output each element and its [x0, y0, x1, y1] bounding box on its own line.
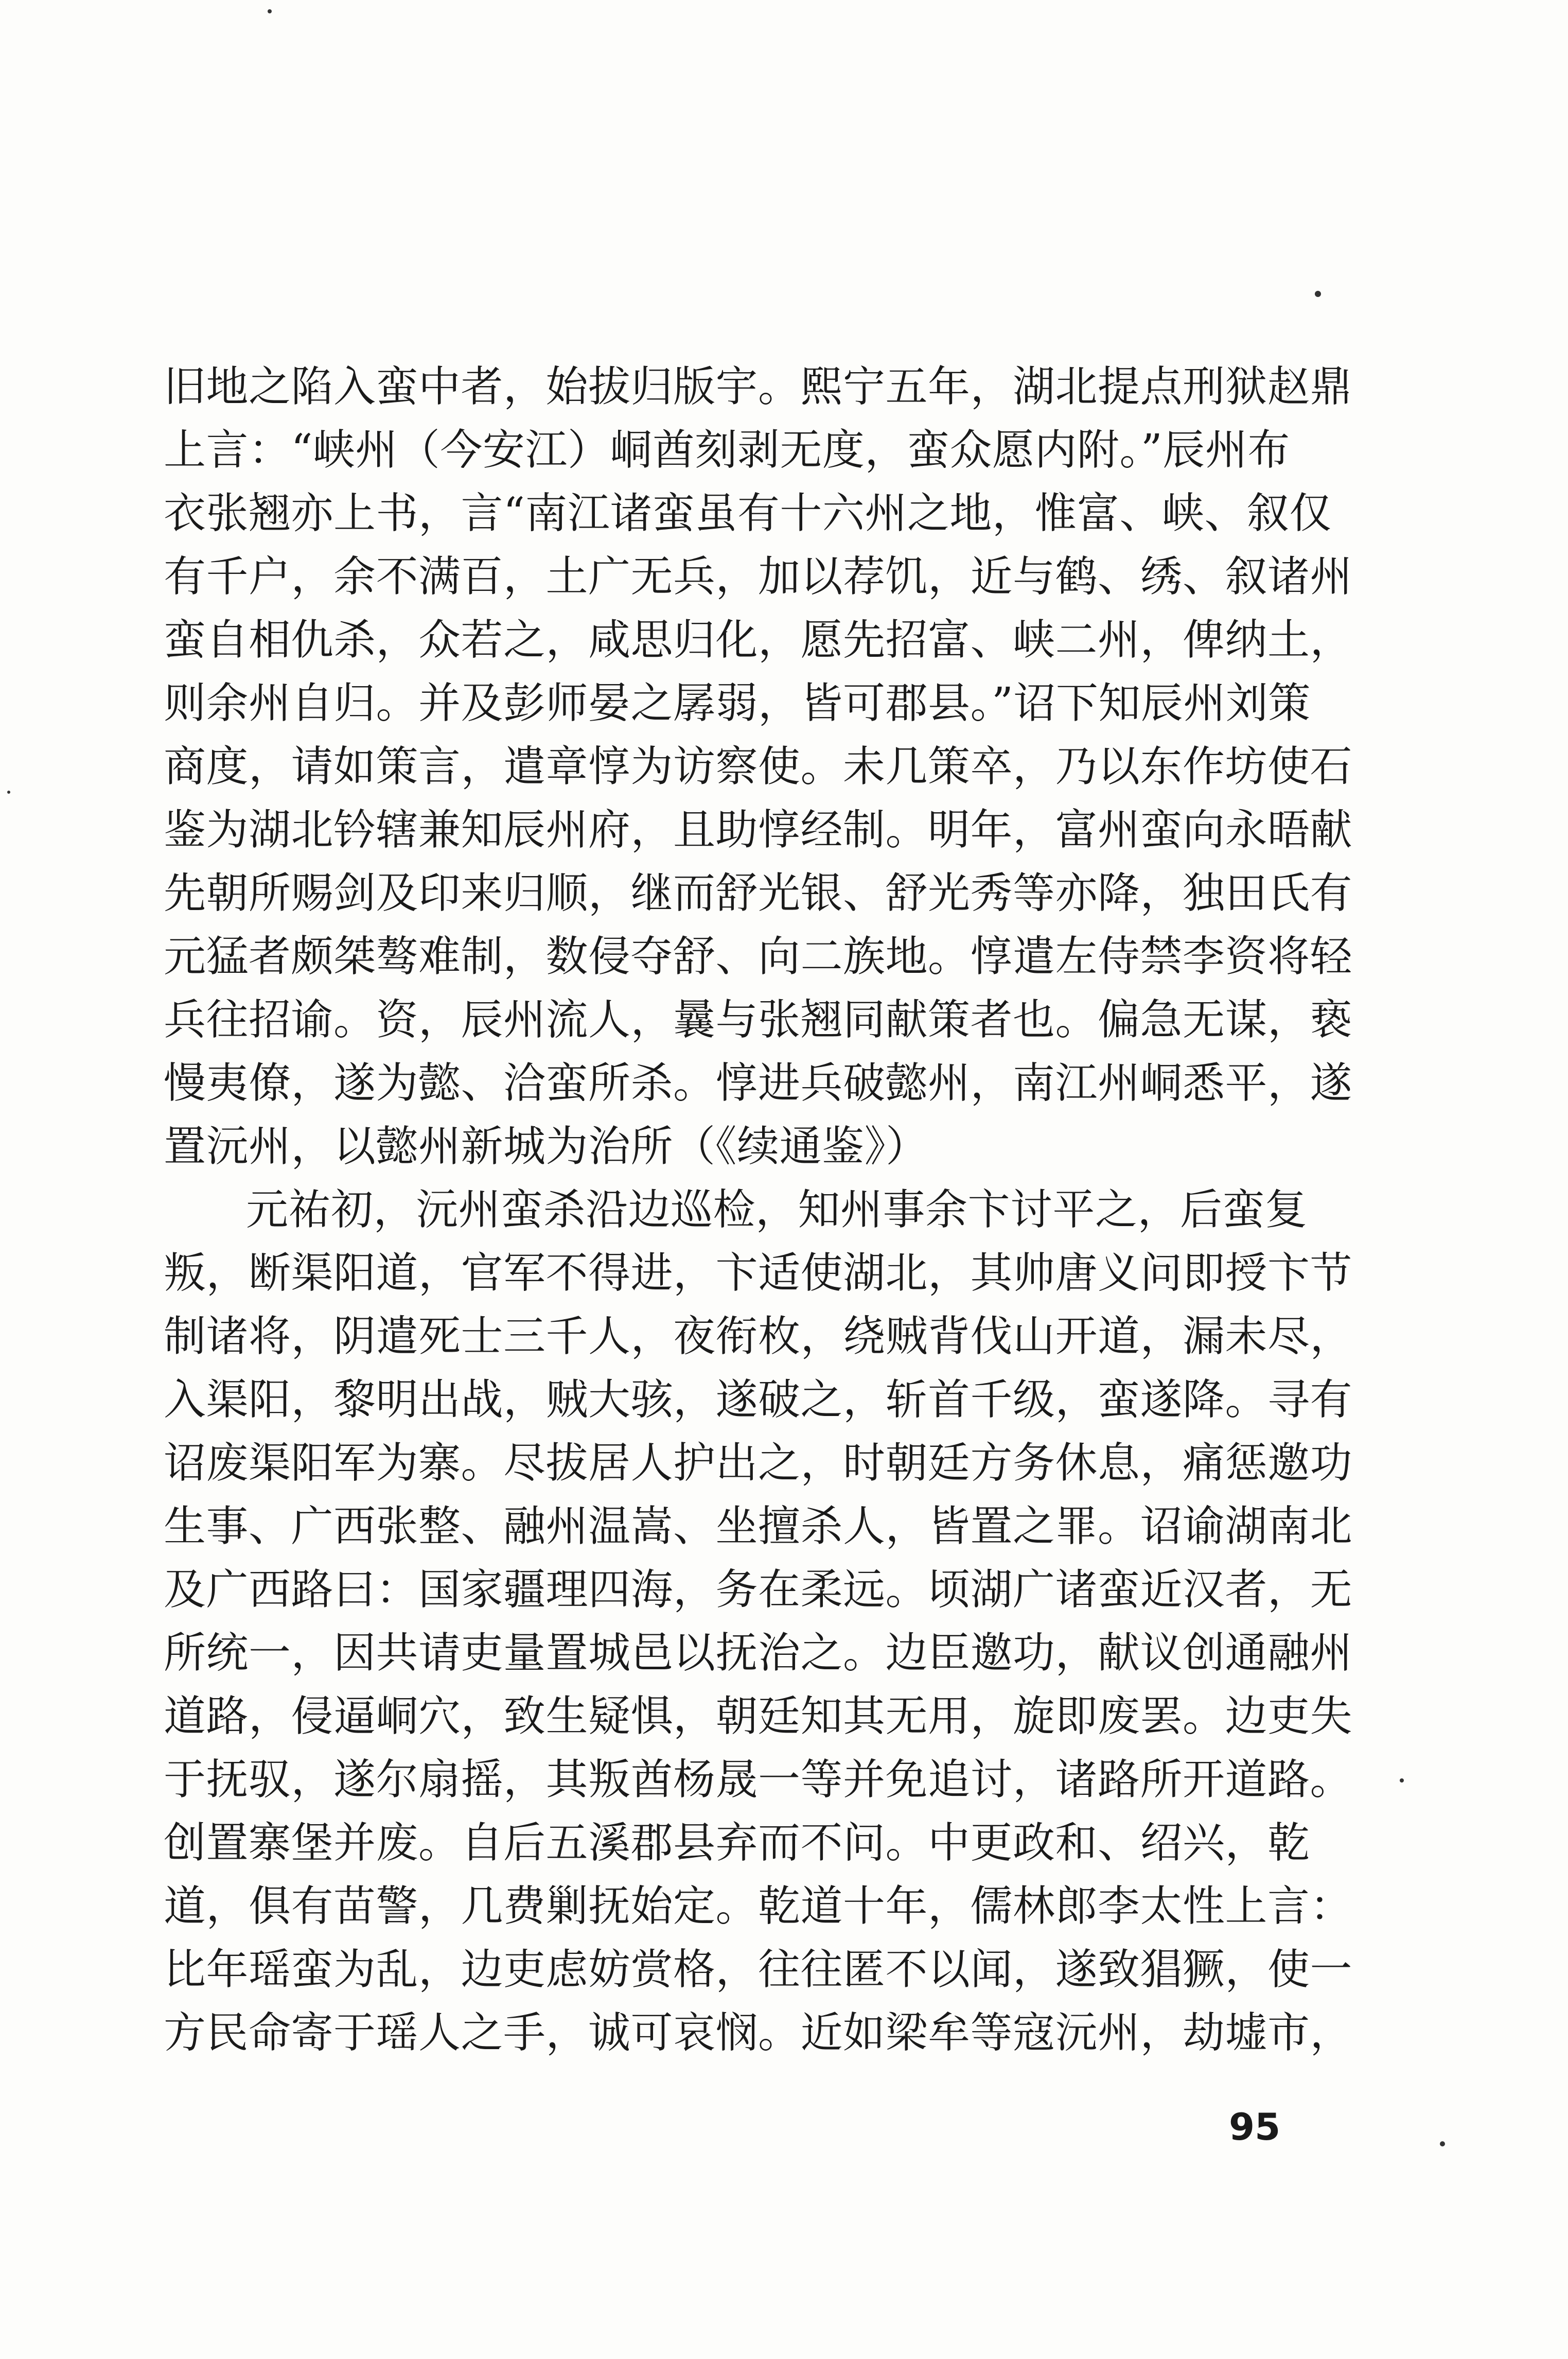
scan-speck [1440, 2141, 1445, 2146]
text-line: 兵往招谕。资，辰州流人，曩与张翘同献策者也。偏急无谋，亵 [164, 995, 1353, 1044]
text-line: 则余州自归。并及彭师晏之孱弱，皆可郡县。”诏下知辰州刘策 [164, 679, 1311, 728]
text-line: 所统一，因共请吏量置城邑以抚治之。边臣邀功，献议创通融州 [164, 1629, 1353, 1677]
paragraph-2 [164, 1178, 1399, 2065]
text-line: 创置寨堡并废。自后五溪郡县弃而不问。中更政和、绍兴，乾 [164, 1819, 1310, 1867]
text-line: 先朝所赐剑及印来归顺，继而舒光银、舒光秀等亦降，独田氏有 [164, 869, 1353, 918]
text-line: 方民命寄于瑶人之手，诚可哀悯。近如梁牟等寇沅州，劫墟市， [164, 2008, 1353, 2057]
text-line: 入渠阳，黎明出战，贼大骇，遂破之，斩首千级，蛮遂降。寻有 [164, 1375, 1353, 1424]
text-line: 道路，侵逼峒穴，致生疑惧，朝廷知其无用，旋即废罢。边吏失 [164, 1692, 1353, 1741]
text-line: 有千户，余不满百，土广无兵，加以荐饥，近与鹤、绣、叙诸州 [164, 552, 1353, 601]
text-line: 比年瑶蛮为乱，边吏虑妨赏格，往往匿不以闻，遂致猖獗，使一 [164, 1945, 1353, 1994]
page-number: 95 [1229, 2105, 1281, 2148]
text-line: 鉴为湖北钤辖兼知辰州府，且助惇经制。明年，富州蛮向永晤献 [164, 806, 1353, 854]
text-line: 衣张翘亦上书，言“南江诸蛮虽有十六州之地，惟富、峡、叙仅 [164, 489, 1332, 538]
text-line: 蛮自相仇杀，众若之，咸思归化，愿先招富、峡二州，俾纳土， [164, 616, 1353, 665]
text-line: 于抚驭，遂尔扇摇，其叛酋杨晟一等并免追讨，诸路所开道路。 [164, 1755, 1353, 1804]
scan-speck [1315, 291, 1321, 297]
text-line: 置沅州，以懿州新城为治所（《续通鉴》） [164, 1122, 928, 1171]
text-line: 生事、广西张整、融州温嵩、坐擅杀人，皆置之罪。诏谕湖南北 [164, 1502, 1353, 1551]
text-line: 制诸将，阴遣死士三千人，夜衔枚，绕贼背伐山开道，漏未尽， [164, 1312, 1353, 1361]
text-line: 元猛者颇桀骜难制，数侵夺舒、向二族地。惇遣左侍禁李资将轻 [164, 932, 1353, 981]
text-line: 诏废渠阳军为寨。尽拔居人护出之，时朝廷方务休息，痛惩邀功 [164, 1439, 1353, 1488]
text-line: 商度，请如策言，遣章惇为访察使。未几策卒，乃以东作坊使石 [164, 742, 1353, 791]
scan-speck [1400, 1778, 1404, 1783]
text-line: 慢夷僚，遂为懿、洽蛮所杀。惇进兵破懿州，南江州峒悉平，遂 [164, 1059, 1353, 1108]
text-line: 元祐初，沅州蛮杀沿边巡检，知州事余卞讨平之，后蛮复 [246, 1185, 1308, 1234]
scan-speck [7, 791, 10, 794]
text-line: 旧地之陷入蛮中者，始拔归版宇。熙宁五年，湖北提点刑狱赵鼎 [164, 362, 1353, 411]
text-line: 上言：“峡州（今安江）峒酋刻剥无度，蛮众愿内附。”辰州布 [164, 426, 1290, 475]
body-text [164, 355, 1399, 2065]
text-line: 道，俱有苗警，几费剿抚始定。乾道十年，儒林郎李太性上言： [164, 1882, 1353, 1931]
paragraph-1 [164, 355, 1399, 1178]
scan-speck [268, 9, 272, 13]
text-line: 叛，断渠阳道，官军不得进，卞适使湖北，其帅唐义问即授卞节 [164, 1249, 1353, 1298]
text-line: 及广西路曰：国家疆理四海，务在柔远。顷湖广诸蛮近汉者，无 [164, 1565, 1353, 1614]
